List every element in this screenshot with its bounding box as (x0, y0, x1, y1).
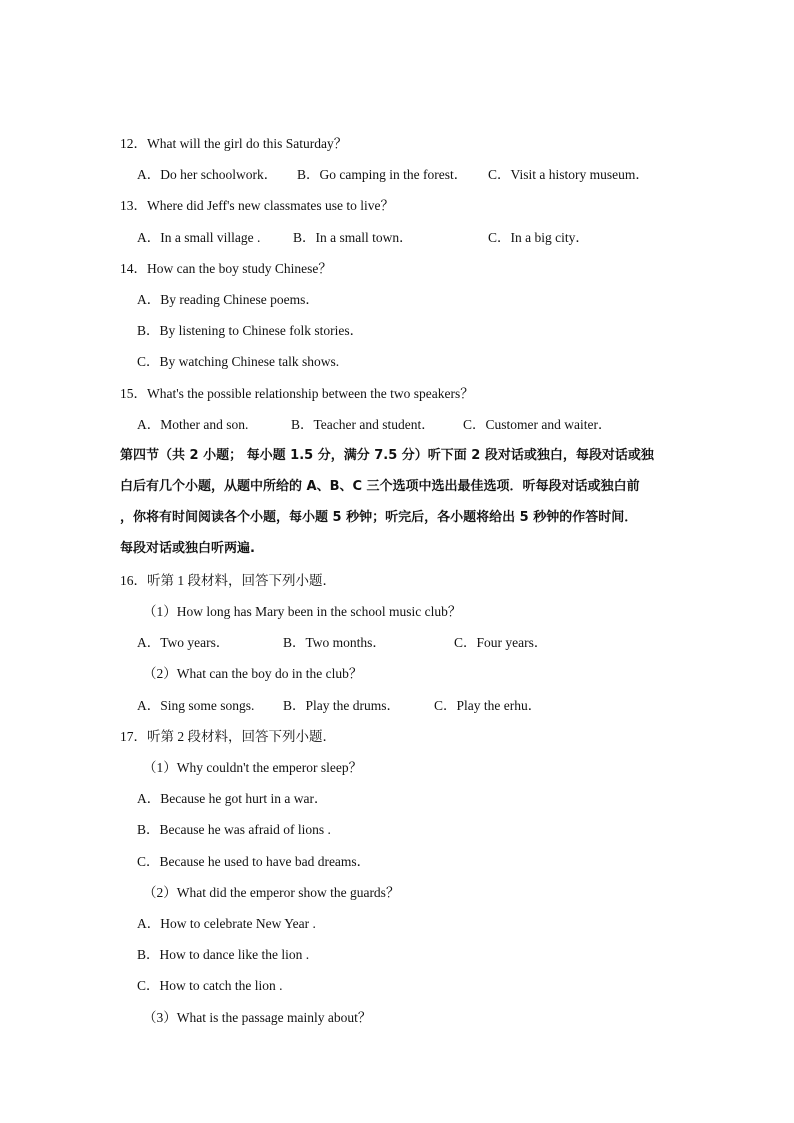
q17-1-option-c: C．Because he used to have bad dreams． (137, 854, 371, 869)
q17-1-stem: （1）Why couldn't the emperor sleep？ (143, 760, 363, 775)
q16-2-option-a: A．Sing some songs. (137, 698, 255, 713)
q16-1-stem: （1）How long has Mary been in the school music club？ (143, 604, 462, 619)
q17-1-option-b: B．Because he was afraid of lions . (137, 822, 331, 837)
q14-option-b: B．By listening to Chinese folk stories． (137, 323, 364, 338)
q17-stem: 17．听第 2 段材料，回答下列小题． (120, 729, 336, 744)
section4-instructions-line1: 第四节（共 2 小题； 每小题 1.5 分，满分 7.5 分）听下面 2 段对话或独白，每段对话或独 (120, 448, 654, 463)
q17-3-stem: （3）What is the passage mainly about？ (143, 1010, 372, 1025)
q12-stem: 12．What will the girl do this Saturday？ (120, 136, 348, 151)
section4-instructions-line4: 每段对话或独白听两遍. (120, 541, 255, 556)
q17-2-stem: （2）What did the emperor show the guards？ (143, 885, 400, 900)
q13-option-c: C．In a big city． (488, 230, 589, 245)
q16-1-option-a: A．Two years． (137, 635, 230, 650)
q12-option-a: A．Do her schoolwork． (137, 167, 278, 182)
q13-option-a: A．In a small village . (137, 230, 261, 245)
q16-1-option-c: C．Four years． (454, 635, 548, 650)
q15-option-b: B．Teacher and student． (291, 417, 435, 432)
q14-option-c: C．By watching Chinese talk shows. (137, 354, 340, 369)
q12-option-b: B．Go camping in the forest． (297, 167, 468, 182)
q12-option-c: C．Visit a history museum． (488, 167, 649, 182)
q16-1-option-b: B．Two months． (283, 635, 386, 650)
q16-2-stem: （2）What can the boy do in the club？ (143, 666, 363, 681)
q15-stem: 15．What's the possible relationship between the two speakers？ (120, 386, 474, 401)
section4-instructions-line3: ，你将有时间阅读各个小题，每小题 5 秒钟；听完后，各小题将给出 5 秒钟的作答时间． (120, 510, 638, 525)
q14-stem: 14．How can the boy study Chinese？ (120, 261, 332, 276)
q16-2-option-b: B．Play the drums． (283, 698, 400, 713)
q17-2-option-a: A．How to celebrate New Year . (137, 916, 316, 931)
q17-2-option-b: B．How to dance like the lion . (137, 947, 310, 962)
q17-1-option-a: A．Because he got hurt in a war． (137, 791, 328, 806)
q16-stem: 16．听第 1 段材料，回答下列小题． (120, 573, 336, 588)
q15-option-c: C．Customer and waiter． (463, 417, 612, 432)
q17-2-option-c: C．How to catch the lion . (137, 978, 283, 993)
q13-option-b: B．In a small town． (293, 230, 413, 245)
section4-instructions-line2: 白后有几个小题，从题中所给的 A、B、C 三个选项中选出最佳选项．听每段对话或独白前 (120, 479, 640, 494)
q15-option-a: A．Mother and son. (137, 417, 249, 432)
q13-stem: 13．Where did Jeff's new classmates use to live？ (120, 198, 394, 213)
q14-option-a: A．By reading Chinese poems． (137, 292, 319, 307)
q16-2-option-c: C．Play the erhu． (434, 698, 542, 713)
